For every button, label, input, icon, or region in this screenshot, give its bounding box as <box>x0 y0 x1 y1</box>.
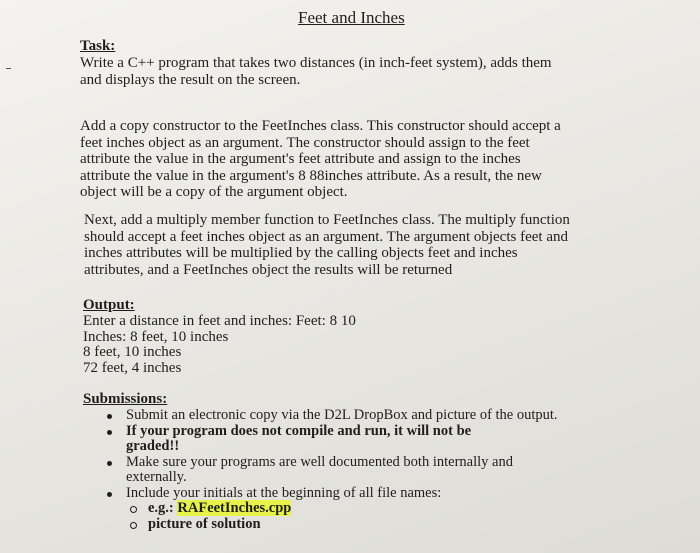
list-item-text: Include your initials at the beginning of all file names: <box>126 484 442 501</box>
list-item-text: If your program does not compile and run, it will not be <box>126 422 472 439</box>
list-item <box>104 455 558 486</box>
copy-constructor-line: attribute the value in the argument's 8 88inches attribute. As a result, the new <box>80 167 542 184</box>
output-line: Inches: 8 feet, 10 inches <box>83 328 229 345</box>
copy-constructor-paragraph <box>80 118 561 201</box>
bullet-icon <box>107 414 112 419</box>
copy-constructor-line: object will be a copy of the argument object. <box>80 184 348 200</box>
multiply-line: inches attributes will be multiplied by the calling objects feet and inches <box>84 245 518 261</box>
multiply-line: should accept a feet inches object as an argument. The argument objects feet and <box>84 228 568 245</box>
copy-constructor-line: Add a copy constructor to the FeetInches class. This constructor should accept a <box>80 118 561 134</box>
task-line: Write a C++ program that takes two distances (in inch-feet system), adds them <box>80 55 552 71</box>
copy-constructor-line: feet inches object as an argument. The constructor should assign to the feet <box>80 134 530 151</box>
task-paragraph <box>80 55 552 88</box>
task-line: and displays the result on the screen. <box>80 71 301 88</box>
output-line: Enter a distance in feet and inches: Feet: 8 10 <box>83 313 356 329</box>
circle-bullet-icon <box>130 522 137 529</box>
multiply-line: attributes, and a FeetInches object the results will be returned <box>84 261 453 278</box>
page-title: Feet and Inches <box>298 8 405 27</box>
margin-mark <box>6 68 11 69</box>
submissions-list <box>104 408 558 532</box>
sub-item-prefix: picture of solution <box>148 515 261 532</box>
circle-bullet-icon <box>130 506 137 513</box>
bullet-icon <box>107 461 112 466</box>
output-heading: Output: <box>83 297 135 313</box>
sub-item-prefix: e.g.: <box>148 500 178 516</box>
sub-list-item <box>104 517 558 533</box>
list-item <box>104 486 558 502</box>
multiply-paragraph <box>84 212 570 278</box>
list-item-text: externally. <box>126 469 187 485</box>
copy-constructor-line: attribute the value in the argument's feet attribute and assign to the inches <box>80 151 521 167</box>
submissions-heading: Submissions: <box>83 391 168 407</box>
bullet-icon <box>107 430 112 435</box>
filename-highlight: RAFeetInches.cpp <box>177 500 292 516</box>
list-item <box>104 424 558 455</box>
task-heading: Task: <box>80 38 116 54</box>
list-item-text: graded!! <box>126 438 180 454</box>
output-block <box>83 314 356 376</box>
list-item-text: Make sure your programs are well documented both internally and <box>126 453 513 470</box>
output-line: 8 feet, 10 inches <box>83 344 182 360</box>
output-line: 72 feet, 4 inches <box>83 359 182 376</box>
bullet-icon <box>107 492 112 497</box>
list-item <box>104 408 558 424</box>
list-item-text: Submit an electronic copy via the D2L DropBox and picture of the output. <box>126 407 558 423</box>
multiply-line: Next, add a multiply member function to FeetInches class. The multiply function <box>84 212 570 228</box>
sub-list-item <box>104 501 558 517</box>
